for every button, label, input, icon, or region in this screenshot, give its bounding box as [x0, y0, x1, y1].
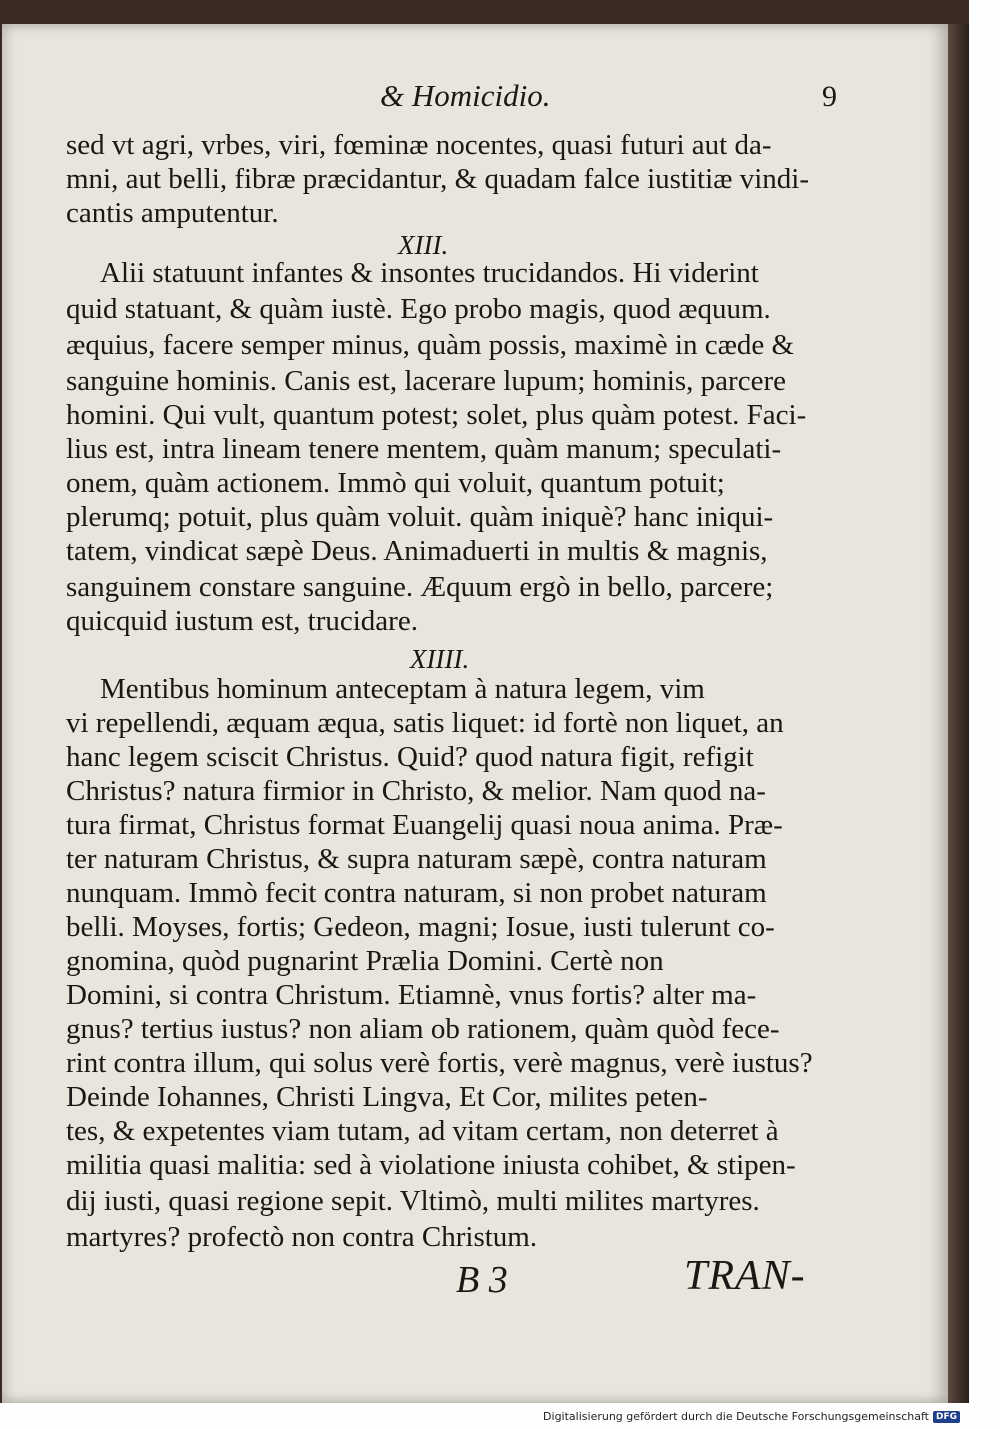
running-head: & Homicidio.	[380, 78, 551, 113]
text-line: mni, aut belli, fibræ præcidantur, & quadam falce iustitiæ vindi-	[66, 163, 810, 195]
text-line: hanc legem sciscit Christus. Quid? quod natura figit, refigit	[66, 741, 754, 773]
text-line: Mentibus hominum anteceptam à natura legem, vim	[100, 673, 705, 705]
text-line: tatem, vindicat sæpè Deus. Animaduerti in multis & magnis,	[66, 535, 768, 567]
text-line: Deinde Iohannes, Christi Lingva, Et Cor, milites peten-	[66, 1081, 708, 1113]
text-line: cantis amputentur.	[66, 197, 279, 229]
text-line: nunquam. Immò fecit contra naturam, si non probet naturam	[66, 877, 767, 909]
page-number: 9	[822, 80, 837, 113]
text-line: rint contra illum, qui solus verè fortis, verè magnus, verè iustus?	[66, 1047, 813, 1079]
text-line: homini. Qui vult, quantum potest; solet, plus quàm potest. Faci-	[66, 399, 807, 431]
text-line: æquius, facere semper minus, quàm possis, maximè in cæde &	[66, 329, 795, 361]
page-edge	[948, 24, 969, 1403]
text-line: Domini, si contra Christum. Etiamnè, vnus fortis? alter ma-	[66, 979, 757, 1011]
section-number: XIII.	[398, 230, 449, 260]
text-line: gnus? tertius iustus? non aliam ob rationem, quàm quòd fece-	[66, 1013, 780, 1045]
text-line: gnomina, quòd pugnarint Prælia Domini. Certè non	[66, 945, 664, 977]
text-line: belli. Moyses, fortis; Gedeon, magni; Iosue, iusti tulerunt co-	[66, 911, 775, 943]
text-line: quid statuant, & quàm iustè. Ego probo magis, quod æquum.	[66, 293, 771, 325]
dfg-logo: DFG	[933, 1411, 960, 1423]
text-line: lius est, intra lineam tenere mentem, quàm manum; speculati-	[66, 433, 782, 465]
section-number: XIIII.	[410, 644, 470, 674]
text-line: sed vt agri, vrbes, viri, fœminæ nocentes, quasi futuri aut da-	[66, 129, 772, 161]
text-line: sanguinem constare sanguine. Æquum ergò in bello, parcere;	[66, 571, 774, 603]
text-line: plerumq; potuit, plus quàm voluit. quàm iniquè? hanc iniqui-	[66, 501, 774, 533]
catchword: TRAN-	[684, 1253, 806, 1299]
credit-text: Digitalisierung gefördert durch die Deutsche Forschungsgemeinschaft	[543, 1410, 929, 1423]
text-line: Christus? natura firmior in Christo, & melior. Nam quod na-	[66, 775, 766, 807]
text-line: martyres? profectò non contra Christum.	[66, 1221, 538, 1253]
text-line: tura firmat, Christus format Euangelij quasi noua anima. Præ-	[66, 809, 783, 841]
text-line: militia quasi malitia: sed à violatione iniusta cohibet, & stipen-	[66, 1149, 796, 1181]
text-line: ter naturam Christus, & supra naturam sæpè, contra naturam	[66, 843, 767, 875]
text-line: sanguine hominis. Canis est, lacerare lupum; hominis, parcere	[66, 365, 786, 397]
text-line: quicquid iustum est, trucidare.	[66, 605, 418, 637]
text-line: vi repellendi, æquam æqua, satis liquet: id fortè non liquet, an	[66, 707, 784, 739]
text-line: dij iusti, quasi regione sepit. Vltimò, multi milites martyres.	[66, 1185, 760, 1217]
text-line: Alii statuunt infantes & insontes trucidandos. Hi viderint	[100, 257, 759, 289]
text-line: tes, & expetentes viam tutam, ad vitam certam, non deterret à	[66, 1115, 779, 1147]
signature-mark: B 3	[456, 1259, 508, 1301]
digitization-credit	[543, 1410, 960, 1423]
text-line: onem, quàm actionem. Immò qui voluit, quantum potuit;	[66, 467, 725, 499]
